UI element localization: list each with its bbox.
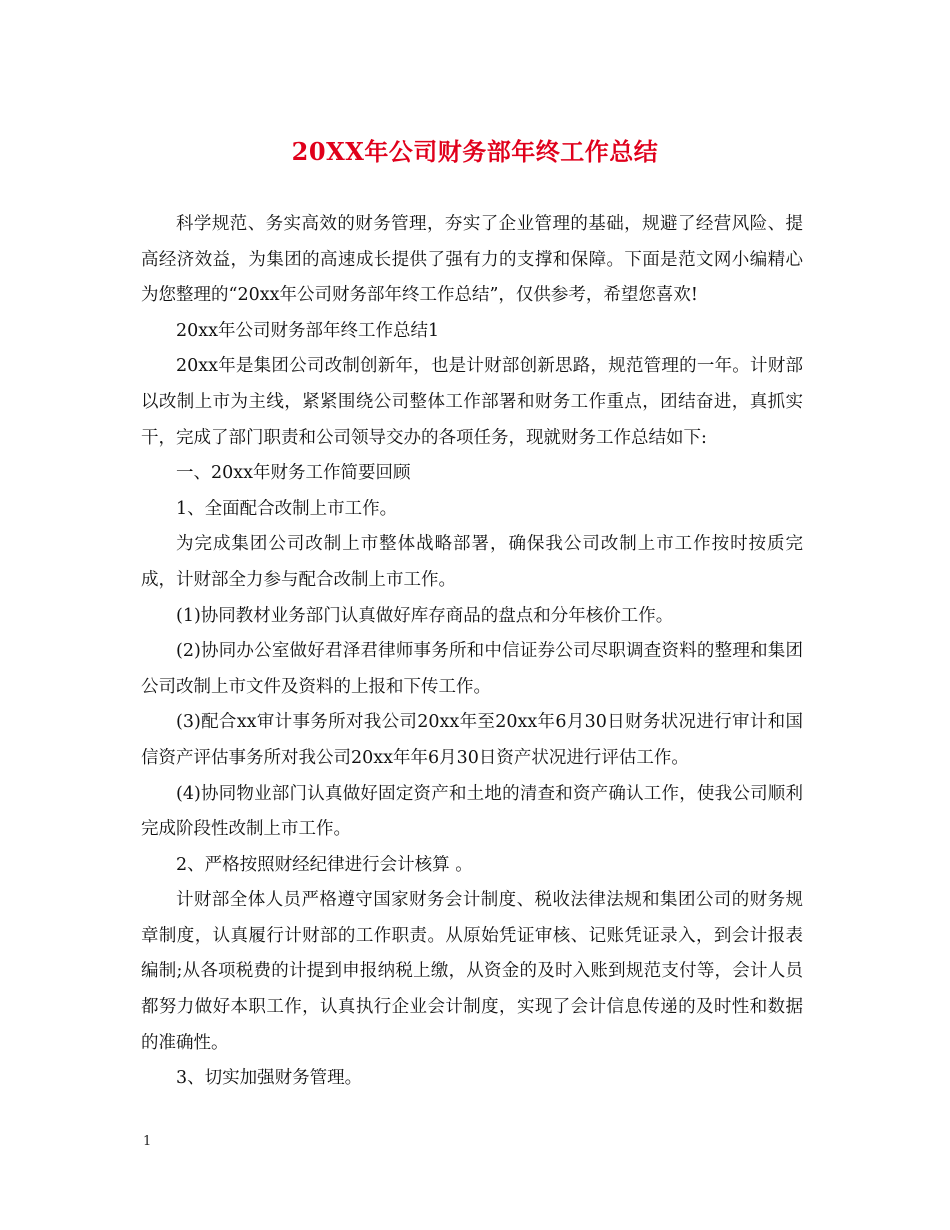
document-title: 20XX年公司财务部年终工作总结 [291,137,659,166]
paragraph-overview: 20xx年是集团公司改制创新年，也是计财部创新思路，规范管理的一年。计财部以改制上市为主线，紧紧围绕公司整体工作部署和财务工作重点，团结奋进，真抓实干，完成了部门职责和公司领导交办的各项任务，现就财务工作总结如下: [141,356,803,448]
paragraph-subitem-3: (3)配合xx审计事务所对我公司20xx年至20xx年6月30日财务状况进行审计和国信资产评估事务所对我公司20xx年年6月30日资产状况进行评估工作。 [141,712,803,768]
paragraph-item-2: 2、严格按照财经纪律进行会计核算 。 [176,854,473,875]
paragraph-heading-review: 一、20xx年财务工作简要回顾 [176,463,411,484]
paragraph-subitem-4: (4)协同物业部门认真做好固定资产和土地的清查和资产确认工作，使我公司顺利完成阶段性改制上市工作。 [141,783,803,840]
paragraph-subitem-2: (2)协同办公室做好君泽君律师事务所和中信证券公司尽职调查资料的整理和集团公司改制上市文件及资料的上报和下传工作。 [141,641,803,697]
paragraph-intro: 科学规范、务实高效的财务管理，夯实了企业管理的基础，规避了经营风险、提高经济效益，为集团的高速成长提供了强有力的支撑和保障。下面是范文网小编精心为您整理的“20xx年公司财务部年终工作总结”，仅供参考，希望您喜欢! [141,214,803,306]
paragraph-item-1-detail: 为完成集团公司改制上市整体战略部署，确保我公司改制上市工作按时按质完成，计财部全力参与配合改制上市工作。 [141,534,803,590]
paragraph-item-2-detail: 计财部全体人员严格遵守国家财务会计制度、税收法律法规和集团公司的财务规章制度，认真履行计财部的工作职责。从原始凭证审核、记账凭证录入，到会计报表编制;从各项税费的计提到申报纳税上缴，从资金的及时入账到规范支付等，会计人员都努力做好本职工作，认真执行企业会计制度，实现了会计信息传递的及时性和数据的准确性。 [141,890,803,1053]
document-body [141,207,803,1097]
paragraph-subitem-1: (1)协同教材业务部门认真做好库存商品的盘点和分年核价工作。 [176,605,674,626]
paragraph-item-3: 3、切实加强财务管理。 [176,1068,363,1089]
paragraph-section-heading: 20xx年公司财务部年终工作总结1 [176,320,440,341]
paragraph-item-1: 1、全面配合改制上市工作。 [176,498,398,519]
page-number: 1 [143,1134,152,1149]
